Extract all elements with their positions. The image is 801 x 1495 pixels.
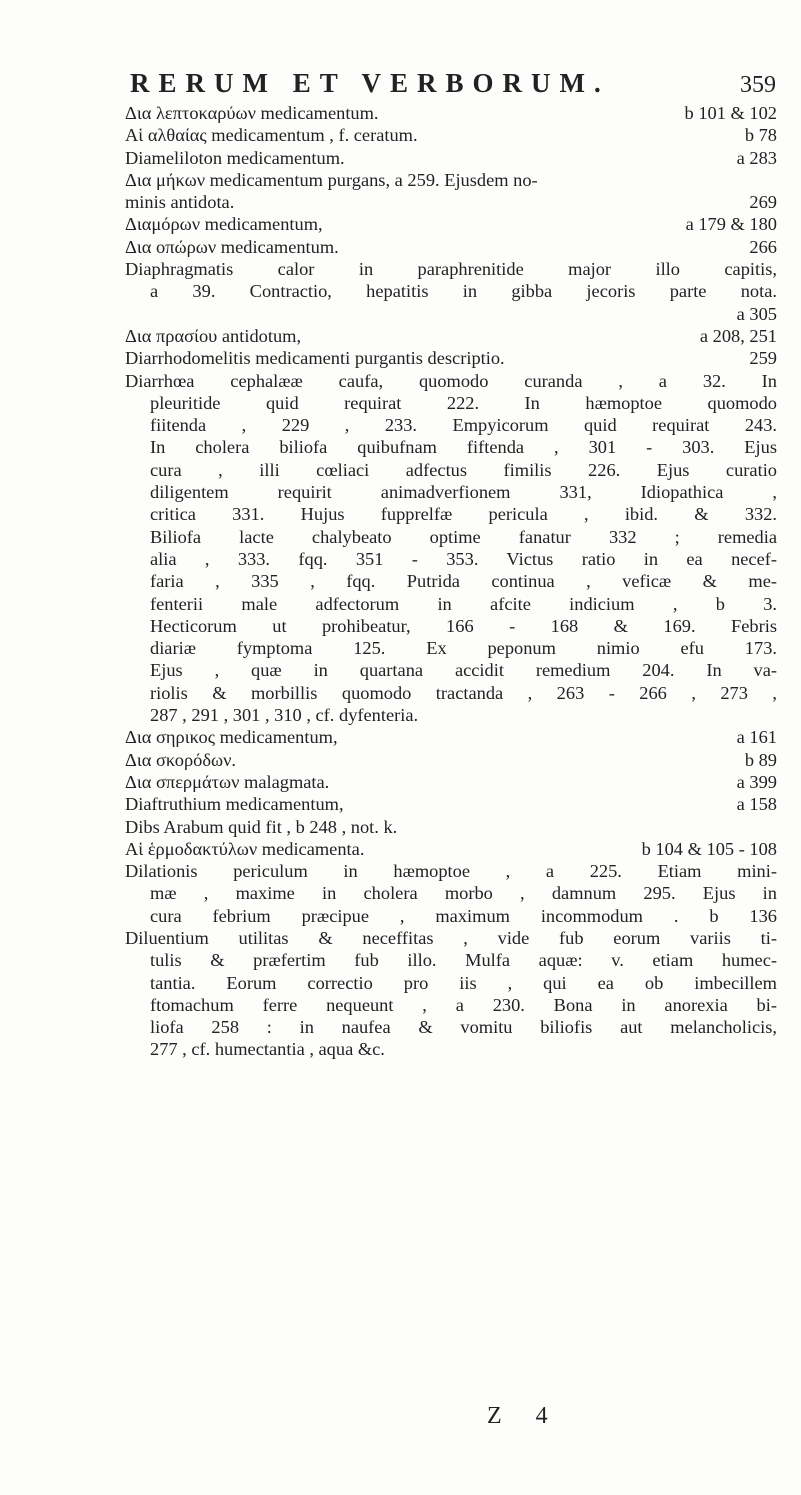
entry-reference: a 208, 251 [699,325,777,346]
index-entry-line: tulis & præfertim fub illo. Mulfa aquæ: v. etiam humec- [150,950,777,971]
index-entry-line: 287 , 291 , 301 , 310 , cf. dyfenteria. [150,705,419,726]
page-number: 359 [740,72,776,98]
entry-text: Διαμόρων medicamentum, [125,214,323,235]
entry-text: Δια λεπτοκαρύων medicamentum. [125,103,379,123]
entry-reference: a 158 [736,794,777,815]
index-entry-line: Dibs Arabum quid fit , b 248 , not. k. [125,816,398,837]
index-entry-line: Ejus , quæ in quartana accidit remedium 204. In va- [150,660,777,681]
index-entry-line: critica 331. Hujus fupprelfæ pericula , ibid. & 332. [150,504,777,525]
index-entry-line: pleuritide quid requirat 222. In hæmoptoe quomodo [150,392,777,413]
index-entry-line: diariæ fymptoma 125. Ex peponum nimio efu 173. [150,638,777,659]
index-entry-line: faria , 335 , fqq. Putrida continua , veficæ & me- [150,571,777,592]
entry-text: Δια μήκων medicamentum purgans, a 259. Ejusdem no- [125,169,538,190]
entry-text: Δια πρασίου antidotum, [125,325,302,346]
index-entries [125,102,777,1061]
entry-text: Diamelilоton medicamentum. [125,147,345,168]
index-entry-line [125,838,777,860]
running-head: RERUM ET VERBORUM. [130,68,610,98]
index-entry-line: Diaphragmatis calor in paraphrenitide major illo capitis, [125,259,777,280]
entry-reference-line: a 305 [736,303,777,324]
index-entry-line [125,213,777,235]
index-entry-line: fiitenda , 229 , 233. Empyicorum quid requirat 243. [150,415,777,436]
index-entry-line: Biliofa lacte chalybeato optime fanatur 332 ; remedia [150,526,777,547]
index-entry-line [125,124,777,146]
index-entry-line [125,325,777,347]
index-entry-line: fenterii male adfectorum in afcite indicium , b 3. [150,593,777,614]
entry-text: Δια οπώρων medicamentum. [125,236,339,257]
index-entry-line [125,102,777,124]
entry-text: Αἱ ἑρμοδακτύλων medicamenta. [125,838,365,859]
entry-reference: a 399 [736,771,777,792]
index-entry-line [125,793,777,815]
index-entry-line: ftomachum ferre nequeunt , a 230. Bona in anorexia bi- [150,994,777,1015]
entry-text: Diaftruthium medicamentum, [125,794,344,815]
signature-mark: Z 4 [487,1403,562,1429]
entry-reference: 269 [749,192,777,213]
index-entry-line: liofa 258 : in naufea & vomitu biliofis aut melancholicis, [150,1017,777,1038]
index-entry-line [125,191,777,213]
entry-reference: a 179 & 180 [685,214,777,235]
index-entry-line: cura , illi cœliaci adfectus fimilis 226. Ejus curatio [150,459,777,480]
entry-reference: b 89 [744,749,777,770]
index-entry-line: alia , 333. fqq. 351 - 353. Victus ratio in ea necef- [150,548,777,569]
index-entry-line [125,169,777,191]
index-entry-line [125,749,777,771]
index-entry-line: 277 , cf. humectantia , aqua &c. [150,1039,385,1060]
entry-reference: b 78 [744,125,777,146]
index-entry-line: Diluentium utilitas & neceffitas , vide fub eorum variis ti- [125,927,777,948]
index-entry-line [125,236,777,258]
entry-reference: a 283 [736,147,777,168]
index-entry-line: riolis & morbillis quomodo tractanda , 263 - 266 , 273 , [150,682,777,703]
entry-text: Diarrhodomelitis medicamenti purgantis descriptio. [125,348,505,369]
index-entry-line: diligentem requirit animadverfionem 331, Idiopathica , [150,482,777,503]
entry-text: Δια σηρικος medicamentum, [125,727,338,748]
index-entry-line [125,147,777,169]
index-entry-line [125,726,777,748]
index-entry-line [125,347,777,369]
index-entry-line: a 39. Contractio, hepatitis in gibba jecoris parte nota. [150,281,777,302]
entry-text: minis antidota. [125,192,235,213]
index-entry-line: mæ , maxime in cholera morbo , damnum 295. Ejus in [150,883,777,904]
entry-reference: a 161 [736,727,777,748]
index-entry-line: Dilationis periculum in hæmoptoe , a 225. Etiam mini- [125,861,777,882]
entry-text: Δια σπερμάτων malagmata. [125,771,330,792]
index-entry-line: In cholera biliofa quibufnam fiftenda , 301 - 303. Ejus [150,437,777,458]
index-entry-line: tantia. Eorum correctio pro iis , qui ea ob imbecillem [150,972,777,993]
page-header [130,68,800,99]
entry-reference: 266 [749,236,777,257]
index-entry-line: Diarrhœa cephalææ caufa, quomodo curanda , a 32. In [125,370,777,391]
index-entry-line [125,771,777,793]
entry-reference: 259 [749,348,777,369]
entry-reference: b 101 & 102 [684,103,777,123]
index-entry-line: Hecticorum ut prohibeatur, 166 - 168 & 169. Febris [150,615,777,636]
entry-text: Δια σκορόδων. [125,749,237,770]
entry-reference: b 104 & 105 - 108 [641,838,777,859]
entry-text: Αἱ αλθαίας medicamentum , f. ceratum. [125,125,418,146]
index-entry-line: cura febrium præcipue , maximum incommodum . b 136 [150,905,777,926]
